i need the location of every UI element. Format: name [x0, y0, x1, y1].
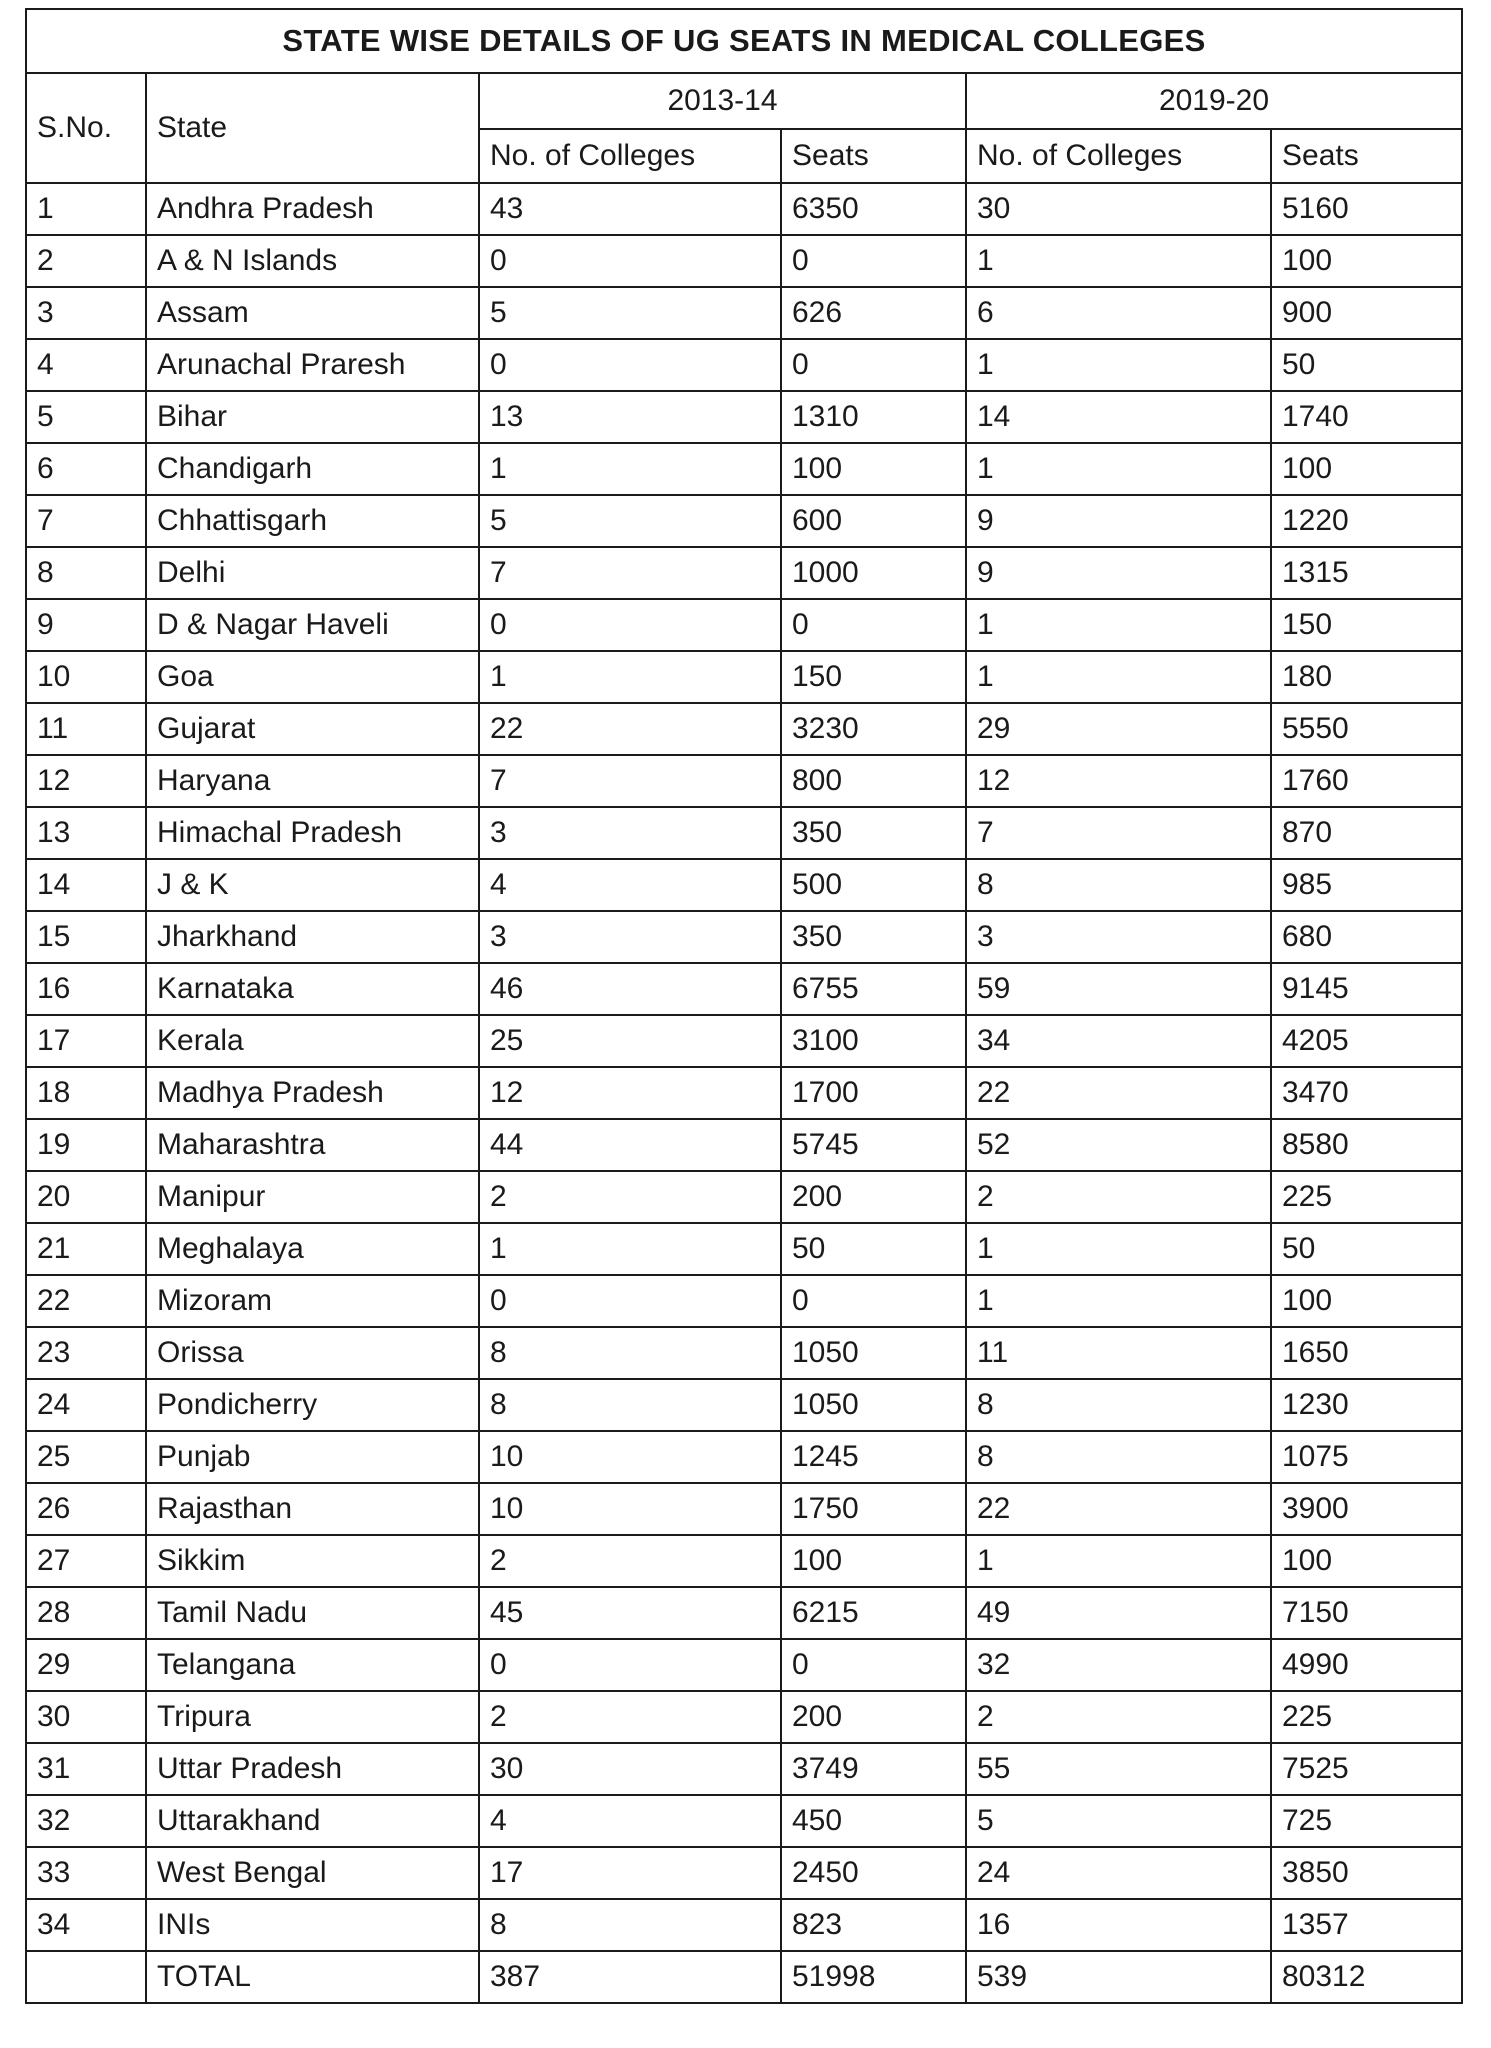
cell-colleges-2019: 6	[966, 287, 1271, 339]
cell-seats-2013: 100	[781, 1535, 966, 1587]
cell-sno: 19	[26, 1119, 146, 1171]
cell-seats-2013: 1245	[781, 1431, 966, 1483]
cell-colleges-2013: 7	[479, 547, 781, 599]
table-row	[26, 651, 1462, 703]
cell-sno: 17	[26, 1015, 146, 1067]
cell-state: Meghalaya	[146, 1223, 479, 1275]
cell-colleges-2013: 10	[479, 1483, 781, 1535]
cell-sno: 21	[26, 1223, 146, 1275]
cell-colleges-2019: 59	[966, 963, 1271, 1015]
cell-state: West Bengal	[146, 1847, 479, 1899]
cell-colleges-2013: 8	[479, 1899, 781, 1951]
table-row	[26, 183, 1462, 235]
cell-sno: 27	[26, 1535, 146, 1587]
cell-sno: 20	[26, 1171, 146, 1223]
cell-seats-2019: 1357	[1271, 1899, 1462, 1951]
table-row	[26, 911, 1462, 963]
cell-colleges-2019: 30	[966, 183, 1271, 235]
cell-sno: 23	[26, 1327, 146, 1379]
cell-colleges-2013: 5	[479, 495, 781, 547]
cell-state: Pondicherry	[146, 1379, 479, 1431]
cell-sno: 22	[26, 1275, 146, 1327]
cell-state: Uttarakhand	[146, 1795, 479, 1847]
cell-state: Manipur	[146, 1171, 479, 1223]
cell-sno: 2	[26, 235, 146, 287]
cell-colleges-2019: 8	[966, 1379, 1271, 1431]
cell-seats-2019: 100	[1271, 443, 1462, 495]
cell-state: INIs	[146, 1899, 479, 1951]
cell-state: A & N Islands	[146, 235, 479, 287]
cell-seats-2013: 1700	[781, 1067, 966, 1119]
cell-seats-2013: 6215	[781, 1587, 966, 1639]
cell-seats-2019: 4205	[1271, 1015, 1462, 1067]
cell-colleges-2013: 4	[479, 1795, 781, 1847]
table-row	[26, 391, 1462, 443]
cell-colleges-2019: 55	[966, 1743, 1271, 1795]
cell-state: J & K	[146, 859, 479, 911]
cell-colleges-2013: 1	[479, 1223, 781, 1275]
cell-seats-2013: 800	[781, 755, 966, 807]
cell-seats-2019: 225	[1271, 1691, 1462, 1743]
cell-colleges-2013: 30	[479, 1743, 781, 1795]
cell-state: Telangana	[146, 1639, 479, 1691]
cell-colleges-2019: 22	[966, 1067, 1271, 1119]
cell-seats-2013: 1000	[781, 547, 966, 599]
cell-colleges-2013: 10	[479, 1431, 781, 1483]
table-row	[26, 1847, 1462, 1899]
cell-seats-2019: 7525	[1271, 1743, 1462, 1795]
table-row	[26, 339, 1462, 391]
cell-seats-2013: 3230	[781, 703, 966, 755]
cell-sno: 7	[26, 495, 146, 547]
cell-colleges-2019: 1	[966, 1275, 1271, 1327]
table-body	[26, 183, 1462, 2003]
cell-seats-2013: 0	[781, 1639, 966, 1691]
cell-state: TOTAL	[146, 1951, 479, 2003]
cell-colleges-2013: 22	[479, 703, 781, 755]
cell-colleges-2013: 0	[479, 235, 781, 287]
cell-state: Andhra Pradesh	[146, 183, 479, 235]
table-row	[26, 599, 1462, 651]
cell-seats-2019: 5160	[1271, 183, 1462, 235]
column-header-seats-2019: Seats	[1271, 129, 1462, 183]
cell-state: Chhattisgarh	[146, 495, 479, 547]
cell-seats-2019: 1760	[1271, 755, 1462, 807]
cell-state: Punjab	[146, 1431, 479, 1483]
cell-colleges-2013: 0	[479, 599, 781, 651]
cell-colleges-2013: 25	[479, 1015, 781, 1067]
cell-seats-2019: 1315	[1271, 547, 1462, 599]
table-row	[26, 1587, 1462, 1639]
cell-sno: 12	[26, 755, 146, 807]
cell-state: Tamil Nadu	[146, 1587, 479, 1639]
cell-seats-2013: 5745	[781, 1119, 966, 1171]
cell-seats-2019: 50	[1271, 339, 1462, 391]
cell-colleges-2019: 22	[966, 1483, 1271, 1535]
cell-colleges-2013: 0	[479, 1639, 781, 1691]
cell-state: Orissa	[146, 1327, 479, 1379]
cell-colleges-2013: 2	[479, 1535, 781, 1587]
cell-sno: 31	[26, 1743, 146, 1795]
column-header-sno: S.No.	[26, 73, 146, 183]
cell-colleges-2013: 1	[479, 651, 781, 703]
table-row	[26, 703, 1462, 755]
cell-seats-2013: 100	[781, 443, 966, 495]
cell-seats-2013: 1310	[781, 391, 966, 443]
cell-colleges-2019: 29	[966, 703, 1271, 755]
column-header-seats-2013: Seats	[781, 129, 966, 183]
cell-sno: 30	[26, 1691, 146, 1743]
table-title: STATE WISE DETAILS OF UG SEATS IN MEDICAL COLLEGES	[26, 9, 1462, 73]
cell-sno: 15	[26, 911, 146, 963]
cell-colleges-2013: 17	[479, 1847, 781, 1899]
table-row	[26, 1171, 1462, 1223]
table-row	[26, 1899, 1462, 1951]
cell-seats-2013: 0	[781, 235, 966, 287]
cell-seats-2019: 50	[1271, 1223, 1462, 1275]
cell-state: Gujarat	[146, 703, 479, 755]
cell-seats-2019: 80312	[1271, 1951, 1462, 2003]
table-row	[26, 1795, 1462, 1847]
cell-state: Sikkim	[146, 1535, 479, 1587]
table-row	[26, 1223, 1462, 1275]
cell-seats-2013: 500	[781, 859, 966, 911]
cell-sno: 10	[26, 651, 146, 703]
cell-colleges-2013: 4	[479, 859, 781, 911]
table-row	[26, 287, 1462, 339]
cell-state: Assam	[146, 287, 479, 339]
table-row	[26, 443, 1462, 495]
cell-colleges-2013: 1	[479, 443, 781, 495]
cell-seats-2019: 8580	[1271, 1119, 1462, 1171]
cell-colleges-2019: 24	[966, 1847, 1271, 1899]
cell-seats-2019: 100	[1271, 1535, 1462, 1587]
cell-sno: 34	[26, 1899, 146, 1951]
cell-state: Himachal Pradesh	[146, 807, 479, 859]
cell-colleges-2013: 2	[479, 1691, 781, 1743]
cell-colleges-2019: 49	[966, 1587, 1271, 1639]
table-row	[26, 1119, 1462, 1171]
cell-seats-2013: 3100	[781, 1015, 966, 1067]
cell-state: Kerala	[146, 1015, 479, 1067]
cell-state: Bihar	[146, 391, 479, 443]
cell-colleges-2019: 32	[966, 1639, 1271, 1691]
cell-seats-2019: 9145	[1271, 963, 1462, 1015]
cell-seats-2013: 600	[781, 495, 966, 547]
cell-seats-2013: 51998	[781, 1951, 966, 2003]
cell-colleges-2019: 34	[966, 1015, 1271, 1067]
cell-colleges-2019: 1	[966, 339, 1271, 391]
cell-seats-2019: 985	[1271, 859, 1462, 911]
cell-colleges-2013: 8	[479, 1379, 781, 1431]
table-row	[26, 859, 1462, 911]
table-row	[26, 1639, 1462, 1691]
group-header-2013-14: 2013-14	[479, 73, 966, 129]
cell-colleges-2019: 539	[966, 1951, 1271, 2003]
cell-state: Arunachal Praresh	[146, 339, 479, 391]
cell-seats-2019: 150	[1271, 599, 1462, 651]
cell-seats-2013: 6755	[781, 963, 966, 1015]
cell-colleges-2019: 1	[966, 443, 1271, 495]
cell-seats-2013: 200	[781, 1691, 966, 1743]
cell-seats-2013: 1050	[781, 1327, 966, 1379]
cell-seats-2013: 50	[781, 1223, 966, 1275]
cell-state: Uttar Pradesh	[146, 1743, 479, 1795]
cell-colleges-2019: 2	[966, 1171, 1271, 1223]
table-row	[26, 963, 1462, 1015]
cell-sno: 5	[26, 391, 146, 443]
cell-state: Jharkhand	[146, 911, 479, 963]
cell-state: Mizoram	[146, 1275, 479, 1327]
cell-sno: 6	[26, 443, 146, 495]
table-row	[26, 1483, 1462, 1535]
cell-colleges-2013: 44	[479, 1119, 781, 1171]
cell-seats-2013: 2450	[781, 1847, 966, 1899]
cell-seats-2019: 1220	[1271, 495, 1462, 547]
cell-seats-2019: 3470	[1271, 1067, 1462, 1119]
table-row	[26, 495, 1462, 547]
cell-colleges-2013: 2	[479, 1171, 781, 1223]
table-row	[26, 807, 1462, 859]
table-row	[26, 1535, 1462, 1587]
ug-seats-table-container	[25, 8, 1461, 2004]
cell-sno: 9	[26, 599, 146, 651]
cell-colleges-2019: 9	[966, 495, 1271, 547]
cell-seats-2019: 4990	[1271, 1639, 1462, 1691]
cell-sno: 4	[26, 339, 146, 391]
cell-seats-2019: 680	[1271, 911, 1462, 963]
cell-state: Tripura	[146, 1691, 479, 1743]
cell-colleges-2019: 1	[966, 651, 1271, 703]
cell-colleges-2013: 8	[479, 1327, 781, 1379]
cell-colleges-2013: 3	[479, 911, 781, 963]
cell-seats-2019: 225	[1271, 1171, 1462, 1223]
cell-seats-2019: 100	[1271, 235, 1462, 287]
cell-colleges-2019: 9	[966, 547, 1271, 599]
cell-seats-2019: 900	[1271, 287, 1462, 339]
cell-seats-2019: 725	[1271, 1795, 1462, 1847]
cell-state: Chandigarh	[146, 443, 479, 495]
cell-sno: 28	[26, 1587, 146, 1639]
ug-seats-table	[25, 8, 1463, 2004]
cell-colleges-2013: 43	[479, 183, 781, 235]
cell-colleges-2019: 5	[966, 1795, 1271, 1847]
cell-state: Maharashtra	[146, 1119, 479, 1171]
cell-seats-2013: 350	[781, 911, 966, 963]
cell-colleges-2013: 0	[479, 339, 781, 391]
column-header-state: State	[146, 73, 479, 183]
table-row	[26, 1327, 1462, 1379]
cell-sno	[26, 1951, 146, 2003]
cell-sno: 18	[26, 1067, 146, 1119]
cell-colleges-2013: 45	[479, 1587, 781, 1639]
cell-seats-2019: 5550	[1271, 703, 1462, 755]
cell-colleges-2019: 12	[966, 755, 1271, 807]
cell-state: Delhi	[146, 547, 479, 599]
table-row	[26, 755, 1462, 807]
column-header-colleges-2013: No. of Colleges	[479, 129, 781, 183]
cell-colleges-2019: 1	[966, 1535, 1271, 1587]
cell-colleges-2019: 8	[966, 1431, 1271, 1483]
table-row	[26, 1691, 1462, 1743]
cell-seats-2019: 1075	[1271, 1431, 1462, 1483]
cell-colleges-2019: 7	[966, 807, 1271, 859]
cell-state: Goa	[146, 651, 479, 703]
cell-state: Rajasthan	[146, 1483, 479, 1535]
cell-colleges-2019: 1	[966, 599, 1271, 651]
cell-colleges-2019: 8	[966, 859, 1271, 911]
cell-colleges-2019: 14	[966, 391, 1271, 443]
cell-colleges-2019: 52	[966, 1119, 1271, 1171]
group-header-row	[26, 73, 1462, 129]
cell-sno: 14	[26, 859, 146, 911]
cell-seats-2013: 450	[781, 1795, 966, 1847]
cell-seats-2013: 1750	[781, 1483, 966, 1535]
table-row	[26, 1015, 1462, 1067]
cell-seats-2013: 1050	[781, 1379, 966, 1431]
table-row	[26, 235, 1462, 287]
column-header-colleges-2019: No. of Colleges	[966, 129, 1271, 183]
cell-seats-2019: 3900	[1271, 1483, 1462, 1535]
cell-sno: 24	[26, 1379, 146, 1431]
cell-seats-2013: 150	[781, 651, 966, 703]
cell-sno: 8	[26, 547, 146, 599]
cell-colleges-2019: 11	[966, 1327, 1271, 1379]
cell-colleges-2013: 387	[479, 1951, 781, 2003]
cell-seats-2013: 0	[781, 1275, 966, 1327]
table-row	[26, 1275, 1462, 1327]
cell-seats-2019: 7150	[1271, 1587, 1462, 1639]
cell-seats-2013: 6350	[781, 183, 966, 235]
cell-colleges-2019: 1	[966, 235, 1271, 287]
cell-seats-2019: 100	[1271, 1275, 1462, 1327]
cell-colleges-2013: 3	[479, 807, 781, 859]
cell-seats-2019: 1230	[1271, 1379, 1462, 1431]
cell-colleges-2019: 1	[966, 1223, 1271, 1275]
cell-state: D & Nagar Haveli	[146, 599, 479, 651]
cell-colleges-2019: 3	[966, 911, 1271, 963]
table-row	[26, 1067, 1462, 1119]
cell-seats-2019: 3850	[1271, 1847, 1462, 1899]
cell-sno: 1	[26, 183, 146, 235]
cell-colleges-2013: 0	[479, 1275, 781, 1327]
table-row	[26, 1951, 1462, 2003]
cell-state: Karnataka	[146, 963, 479, 1015]
cell-sno: 32	[26, 1795, 146, 1847]
cell-colleges-2019: 16	[966, 1899, 1271, 1951]
cell-sno: 13	[26, 807, 146, 859]
cell-seats-2013: 823	[781, 1899, 966, 1951]
cell-seats-2019: 870	[1271, 807, 1462, 859]
title-row	[26, 9, 1462, 73]
table-row	[26, 547, 1462, 599]
cell-sno: 3	[26, 287, 146, 339]
cell-seats-2019: 180	[1271, 651, 1462, 703]
cell-seats-2013: 626	[781, 287, 966, 339]
cell-colleges-2013: 7	[479, 755, 781, 807]
cell-seats-2013: 350	[781, 807, 966, 859]
table-row	[26, 1379, 1462, 1431]
table-header	[26, 9, 1462, 183]
cell-colleges-2013: 12	[479, 1067, 781, 1119]
cell-sno: 29	[26, 1639, 146, 1691]
cell-seats-2013: 0	[781, 599, 966, 651]
cell-colleges-2019: 2	[966, 1691, 1271, 1743]
cell-state: Haryana	[146, 755, 479, 807]
cell-seats-2013: 200	[781, 1171, 966, 1223]
cell-sno: 33	[26, 1847, 146, 1899]
cell-seats-2013: 3749	[781, 1743, 966, 1795]
cell-colleges-2013: 5	[479, 287, 781, 339]
cell-state: Madhya Pradesh	[146, 1067, 479, 1119]
cell-seats-2019: 1650	[1271, 1327, 1462, 1379]
table-row	[26, 1431, 1462, 1483]
cell-colleges-2013: 13	[479, 391, 781, 443]
group-header-2019-20: 2019-20	[966, 73, 1462, 129]
cell-colleges-2013: 46	[479, 963, 781, 1015]
cell-sno: 26	[26, 1483, 146, 1535]
table-row	[26, 1743, 1462, 1795]
cell-seats-2019: 1740	[1271, 391, 1462, 443]
cell-seats-2013: 0	[781, 339, 966, 391]
cell-sno: 25	[26, 1431, 146, 1483]
cell-sno: 11	[26, 703, 146, 755]
cell-sno: 16	[26, 963, 146, 1015]
